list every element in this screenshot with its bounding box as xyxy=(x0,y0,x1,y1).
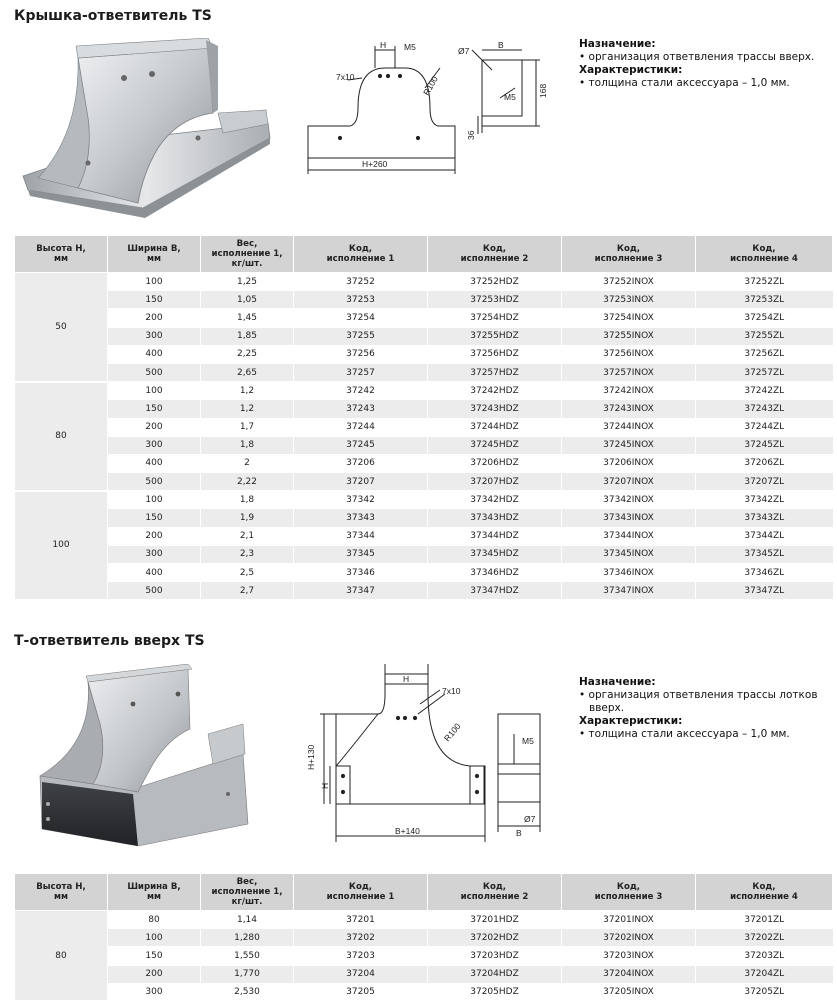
table-cell: 2,1 xyxy=(201,527,294,545)
table-cell: 2,530 xyxy=(201,983,294,1001)
table-cell: 37253HDZ xyxy=(428,291,562,309)
characteristics-text: • толщина стали аксессуара – 1,0 мм. xyxy=(579,77,790,89)
table-cell: 37244ZL xyxy=(696,418,833,436)
table-cell: 37242HDZ xyxy=(428,382,562,400)
table-row xyxy=(15,309,833,327)
table-cell: 500 xyxy=(108,582,201,600)
table-cell: 37257ZL xyxy=(696,363,833,381)
dim-h: H xyxy=(403,674,410,684)
table-cell: 37205HDZ xyxy=(428,983,562,1001)
table-cell: 100 xyxy=(108,273,201,291)
table-row xyxy=(15,436,833,454)
table-cell: 37257 xyxy=(294,363,428,381)
table-cell: 37245HDZ xyxy=(428,436,562,454)
dim-h-small: H xyxy=(320,782,330,789)
purpose-heading: Назначение: xyxy=(579,676,656,688)
table-cell: 37203INOX xyxy=(562,947,696,965)
characteristics-text: • толщина стали аксессуара – 1,0 мм. xyxy=(579,728,790,740)
table-row xyxy=(15,273,833,291)
table-cell: 200 xyxy=(108,418,201,436)
table-cell: 37253ZL xyxy=(696,291,833,309)
table-header-row xyxy=(15,236,833,273)
table-cell: 37256ZL xyxy=(696,345,833,363)
table-cell: 37256 xyxy=(294,345,428,363)
table-cell: 37252ZL xyxy=(696,273,833,291)
table-cell: 1,8 xyxy=(201,491,294,509)
table-cell: 37347 xyxy=(294,582,428,600)
purpose-text-cont: вверх. xyxy=(589,702,625,714)
column-header: Вес, исполнение 1, кг/шт. xyxy=(201,874,294,911)
dim-h-plus-130: H+130 xyxy=(306,744,316,770)
table-cell: 2,22 xyxy=(201,473,294,491)
table-cell: 500 xyxy=(108,363,201,381)
table-cell: 37206ZL xyxy=(696,454,833,472)
column-header: Код, исполнение 1 xyxy=(294,874,428,911)
table-cell: 37204HDZ xyxy=(428,965,562,983)
table-cell: 37206INOX xyxy=(562,454,696,472)
column-header: Код, исполнение 4 xyxy=(696,874,833,911)
table-row xyxy=(15,509,833,527)
table-cell: 37252 xyxy=(294,273,428,291)
table-cell: 37343HDZ xyxy=(428,509,562,527)
purpose-text: • организация ответвления трассы лотков xyxy=(579,689,818,701)
table-cell: 37205 xyxy=(294,983,428,1001)
technical-drawing-t-branch xyxy=(300,664,560,844)
table-cell: 1,85 xyxy=(201,327,294,345)
table-cell: 37203 xyxy=(294,947,428,965)
table-cell: 2,65 xyxy=(201,363,294,381)
dim-slot: 7x10 xyxy=(442,686,461,696)
table-cell: 37254HDZ xyxy=(428,309,562,327)
table-cell: 37255 xyxy=(294,327,428,345)
table-cell: 37343ZL xyxy=(696,509,833,527)
spec-table-t-branch xyxy=(14,873,833,1002)
dim-b-plus-140: B+140 xyxy=(395,826,420,836)
characteristics-heading: Характеристики: xyxy=(579,715,683,727)
table-cell: 37347HDZ xyxy=(428,582,562,600)
spec-table-cover-tee xyxy=(14,235,833,601)
table-row xyxy=(15,491,833,509)
table-cell: 37201INOX xyxy=(562,911,696,929)
height-cell: 50 xyxy=(15,273,108,382)
table-cell: 1,550 xyxy=(201,947,294,965)
dim-36: 36 xyxy=(466,130,476,140)
dim-m5: M5 xyxy=(404,42,416,52)
table-cell: 37243INOX xyxy=(562,400,696,418)
table-cell: 37346INOX xyxy=(562,564,696,582)
table-row xyxy=(15,418,833,436)
table-cell: 37253INOX xyxy=(562,291,696,309)
table-row xyxy=(15,983,833,1001)
column-header: Код, исполнение 3 xyxy=(562,236,696,273)
table-cell: 37257INOX xyxy=(562,363,696,381)
table-cell: 500 xyxy=(108,473,201,491)
table-cell: 37345ZL xyxy=(696,545,833,563)
column-header: Вес, исполнение 1, кг/шт. xyxy=(201,236,294,273)
column-header: Высота Н, мм xyxy=(15,236,108,273)
table-row xyxy=(15,947,833,965)
column-header: Ширина В, мм xyxy=(108,874,201,911)
table-row xyxy=(15,345,833,363)
table-cell: 200 xyxy=(108,527,201,545)
table-cell: 37203ZL xyxy=(696,947,833,965)
table-cell: 37245ZL xyxy=(696,436,833,454)
table-cell: 100 xyxy=(108,929,201,947)
table-cell: 37342ZL xyxy=(696,491,833,509)
table-cell: 37207HDZ xyxy=(428,473,562,491)
dim-m5: M5 xyxy=(522,736,534,746)
table-cell: 37207ZL xyxy=(696,473,833,491)
table-cell: 80 xyxy=(108,911,201,929)
column-header: Код, исполнение 3 xyxy=(562,874,696,911)
technical-drawing-cover-tee xyxy=(300,38,560,183)
table-cell: 37244INOX xyxy=(562,418,696,436)
table-cell: 300 xyxy=(108,436,201,454)
table-cell: 37255INOX xyxy=(562,327,696,345)
dim-radius: R100 xyxy=(441,721,463,744)
table-cell: 37254 xyxy=(294,309,428,327)
table-cell: 37242INOX xyxy=(562,382,696,400)
table-cell: 37243HDZ xyxy=(428,400,562,418)
table-cell: 37344INOX xyxy=(562,527,696,545)
table-row xyxy=(15,527,833,545)
table-cell: 2,3 xyxy=(201,545,294,563)
table-cell: 37346 xyxy=(294,564,428,582)
table-cell: 37201ZL xyxy=(696,911,833,929)
table-cell: 37245 xyxy=(294,436,428,454)
table-cell: 150 xyxy=(108,400,201,418)
table-cell: 1,770 xyxy=(201,965,294,983)
table-cell: 37254INOX xyxy=(562,309,696,327)
height-cell: 80 xyxy=(15,382,108,491)
dim-hole: Ø7 xyxy=(458,46,470,56)
table-cell: 37252HDZ xyxy=(428,273,562,291)
table-cell: 150 xyxy=(108,291,201,309)
table-cell: 37346ZL xyxy=(696,564,833,582)
table-cell: 300 xyxy=(108,327,201,345)
table-cell: 300 xyxy=(108,545,201,563)
table-cell: 200 xyxy=(108,309,201,327)
table-cell: 2,7 xyxy=(201,582,294,600)
product-info-1 xyxy=(579,38,829,90)
table-row xyxy=(15,454,833,472)
table-cell: 37345INOX xyxy=(562,545,696,563)
table-cell: 1,25 xyxy=(201,273,294,291)
table-cell: 1,7 xyxy=(201,418,294,436)
table-cell: 37244 xyxy=(294,418,428,436)
table-cell: 2 xyxy=(201,454,294,472)
table-row xyxy=(15,400,833,418)
dim-m5-side: M5 xyxy=(504,92,516,102)
table-cell: 37345HDZ xyxy=(428,545,562,563)
table-cell: 37343INOX xyxy=(562,509,696,527)
table-cell: 1,280 xyxy=(201,929,294,947)
table-cell: 37347INOX xyxy=(562,582,696,600)
table-cell: 37205INOX xyxy=(562,983,696,1001)
column-header: Ширина В, мм xyxy=(108,236,201,273)
table-header-row xyxy=(15,874,833,911)
table-cell: 2,5 xyxy=(201,564,294,582)
height-cell: 80 xyxy=(15,911,108,1002)
table-cell: 300 xyxy=(108,983,201,1001)
dim-width: B xyxy=(516,828,522,838)
table-cell: 37202HDZ xyxy=(428,929,562,947)
table-cell: 37346HDZ xyxy=(428,564,562,582)
table-cell: 37342HDZ xyxy=(428,491,562,509)
product-photo-t-branch xyxy=(38,664,253,849)
dim-width: B xyxy=(498,40,504,50)
dim-radius: R100 xyxy=(421,74,440,97)
table-cell: 200 xyxy=(108,965,201,983)
table-row xyxy=(15,545,833,563)
table-cell: 37344HDZ xyxy=(428,527,562,545)
table-cell: 1,45 xyxy=(201,309,294,327)
section-title: Т-ответвитель вверх TS xyxy=(14,633,205,649)
table-cell: 37202 xyxy=(294,929,428,947)
table-row xyxy=(15,327,833,345)
table-cell: 37242ZL xyxy=(696,382,833,400)
table-cell: 37342INOX xyxy=(562,491,696,509)
column-header: Код, исполнение 4 xyxy=(696,236,833,273)
table-cell: 37254ZL xyxy=(696,309,833,327)
table-row xyxy=(15,965,833,983)
table-cell: 37204ZL xyxy=(696,965,833,983)
table-cell: 37342 xyxy=(294,491,428,509)
dim-168: 168 xyxy=(538,83,548,98)
column-header: Высота Н, мм xyxy=(15,874,108,911)
table-row xyxy=(15,564,833,582)
table-cell: 100 xyxy=(108,491,201,509)
table-cell: 37255HDZ xyxy=(428,327,562,345)
table-cell: 100 xyxy=(108,382,201,400)
dim-slot: 7x10 xyxy=(336,72,355,82)
table-cell: 37204 xyxy=(294,965,428,983)
table-cell: 37343 xyxy=(294,509,428,527)
table-row xyxy=(15,382,833,400)
table-cell: 37205ZL xyxy=(696,983,833,1001)
table-cell: 37207 xyxy=(294,473,428,491)
height-cell: 100 xyxy=(15,491,108,600)
table-cell: 37202INOX xyxy=(562,929,696,947)
dim-h: H xyxy=(380,40,387,50)
table-cell: 37201 xyxy=(294,911,428,929)
table-cell: 37255ZL xyxy=(696,327,833,345)
table-cell: 37256HDZ xyxy=(428,345,562,363)
table-cell: 37204INOX xyxy=(562,965,696,983)
characteristics-heading: Характеристики: xyxy=(579,64,683,76)
table-cell: 150 xyxy=(108,947,201,965)
table-cell: 37243 xyxy=(294,400,428,418)
table-cell: 37245INOX xyxy=(562,436,696,454)
table-cell: 150 xyxy=(108,509,201,527)
column-header: Код, исполнение 2 xyxy=(428,874,562,911)
table-cell: 37243ZL xyxy=(696,400,833,418)
table-row xyxy=(15,473,833,491)
table-cell: 400 xyxy=(108,454,201,472)
product-photo-cover-tee xyxy=(18,38,273,220)
table-cell: 37207INOX xyxy=(562,473,696,491)
table-cell: 1,2 xyxy=(201,400,294,418)
table-cell: 1,9 xyxy=(201,509,294,527)
table-cell: 1,2 xyxy=(201,382,294,400)
dim-length: H+260 xyxy=(362,159,388,169)
product-info-2 xyxy=(579,676,829,741)
table-cell: 1,05 xyxy=(201,291,294,309)
table-cell: 37202ZL xyxy=(696,929,833,947)
table-cell: 37344 xyxy=(294,527,428,545)
table-row xyxy=(15,363,833,381)
table-cell: 37203HDZ xyxy=(428,947,562,965)
table-cell: 37244HDZ xyxy=(428,418,562,436)
table-cell: 37206 xyxy=(294,454,428,472)
column-header: Код, исполнение 1 xyxy=(294,236,428,273)
column-header: Код, исполнение 2 xyxy=(428,236,562,273)
dim-hole: Ø7 xyxy=(524,814,536,824)
table-cell: 400 xyxy=(108,564,201,582)
table-cell: 2,25 xyxy=(201,345,294,363)
table-row xyxy=(15,911,833,929)
table-row xyxy=(15,291,833,309)
table-cell: 37257HDZ xyxy=(428,363,562,381)
table-cell: 1,14 xyxy=(201,911,294,929)
table-cell: 37206HDZ xyxy=(428,454,562,472)
table-cell: 400 xyxy=(108,345,201,363)
table-cell: 37345 xyxy=(294,545,428,563)
section-title: Крышка-ответвитель TS xyxy=(14,8,212,24)
table-row xyxy=(15,582,833,600)
purpose-heading: Назначение: xyxy=(579,38,656,50)
table-cell: 37201HDZ xyxy=(428,911,562,929)
table-cell: 37253 xyxy=(294,291,428,309)
purpose-text: • организация ответвления трассы вверх. xyxy=(579,51,815,63)
table-cell: 37256INOX xyxy=(562,345,696,363)
table-cell: 37252INOX xyxy=(562,273,696,291)
table-cell: 37344ZL xyxy=(696,527,833,545)
table-cell: 1,8 xyxy=(201,436,294,454)
table-row xyxy=(15,929,833,947)
table-cell: 37242 xyxy=(294,382,428,400)
table-cell: 37347ZL xyxy=(696,582,833,600)
